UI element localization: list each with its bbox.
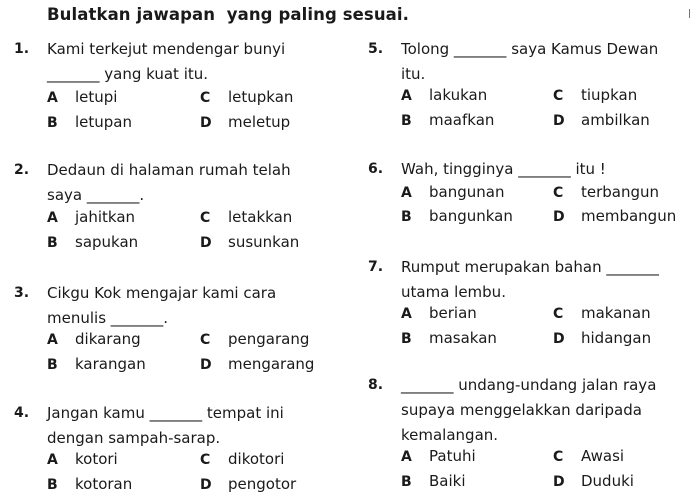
option-c[interactable]: C Awasi — [553, 447, 625, 465]
option-c[interactable]: C letupkan — [200, 88, 294, 106]
option-d[interactable]: D mengarang — [200, 355, 315, 373]
question-text-line: Wah, tingginya _______ itu ! — [401, 160, 606, 178]
option-a[interactable]: A letupi — [47, 88, 118, 106]
question-text-line: itu. — [401, 65, 426, 83]
option-b[interactable]: B letupan — [47, 113, 133, 131]
question-number: 3. — [14, 285, 30, 301]
option-c[interactable]: C pengarang — [200, 330, 310, 348]
question-text-line: kemalangan. — [401, 426, 499, 444]
question-text-line: Rumput merupakan bahan _______ — [401, 258, 659, 276]
option-b[interactable]: B kotoran — [47, 475, 133, 493]
option-a[interactable]: A jahitkan — [47, 208, 136, 226]
question-number: 4. — [14, 405, 30, 421]
option-c[interactable]: C terbangun — [553, 183, 660, 201]
option-a[interactable]: A bangunan — [401, 183, 505, 201]
option-d[interactable]: D ambilkan — [553, 111, 650, 129]
question-text-line: Dedaun di halaman rumah telah — [47, 161, 291, 179]
option-d[interactable]: D Duduki — [553, 472, 634, 490]
option-a[interactable]: A berian — [401, 304, 477, 322]
question-text-line: saya _______. — [47, 186, 145, 204]
question-number: 2. — [14, 162, 30, 178]
option-d[interactable]: D pengotor — [200, 475, 297, 493]
worksheet-title: Bulatkan jawapan yang paling sesuai. — [47, 5, 410, 24]
option-a[interactable]: A dikarang — [47, 330, 141, 348]
option-d[interactable]: D membangun — [553, 207, 677, 225]
question-number: 1. — [14, 41, 30, 57]
option-c[interactable]: C dikotori — [200, 450, 285, 468]
option-b[interactable]: B karangan — [47, 355, 146, 373]
option-b[interactable]: B bangunkan — [401, 207, 513, 225]
option-c[interactable]: C letakkan — [200, 208, 293, 226]
question-text-line: _______ undang-undang jalan raya — [401, 376, 657, 394]
question-number: 5. — [368, 41, 384, 57]
option-a[interactable]: A lakukan — [401, 86, 488, 104]
option-d[interactable]: D meletup — [200, 113, 291, 131]
option-a[interactable]: A kotori — [47, 450, 118, 468]
option-d[interactable]: D hidangan — [553, 329, 652, 347]
option-a[interactable]: A Patuhi — [401, 447, 476, 465]
question-text-line: _______ yang kuat itu. — [47, 65, 209, 83]
question-number: 8. — [368, 377, 384, 393]
question-number: 7. — [368, 259, 384, 275]
option-b[interactable]: B Baiki — [401, 472, 466, 490]
question-number: 6. — [368, 161, 384, 177]
question-text-line: Kami terkejut mendengar bunyi — [47, 40, 286, 58]
option-b[interactable]: B masakan — [401, 329, 497, 347]
question-text-line: Jangan kamu _______ tempat ini — [47, 404, 284, 422]
option-b[interactable]: B maafkan — [401, 111, 495, 129]
option-c[interactable]: C tiupkan — [553, 86, 638, 104]
question-text-line: supaya menggelakkan daripada — [401, 401, 642, 419]
question-text-line: dengan sampah-sarap. — [47, 429, 221, 447]
option-d[interactable]: D susunkan — [200, 233, 300, 251]
question-text-line: Cikgu Kok mengajar kami cara — [47, 284, 277, 302]
question-text-line: Tolong _______ saya Kamus Dewan — [401, 40, 659, 58]
question-text-line: utama lembu. — [401, 283, 506, 301]
option-c[interactable]: C makanan — [553, 304, 651, 322]
margin-mark — [689, 9, 690, 18]
question-text-line: menulis _______. — [47, 309, 169, 327]
option-b[interactable]: B sapukan — [47, 233, 139, 251]
